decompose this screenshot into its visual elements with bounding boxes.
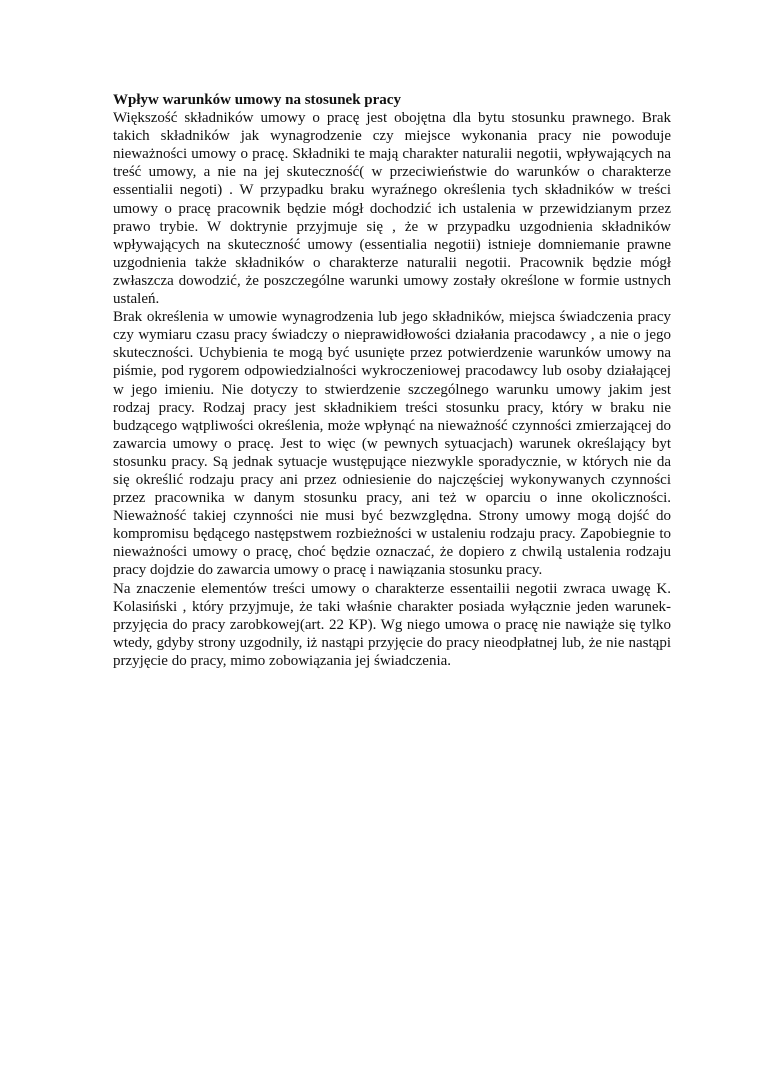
document-title: Wpływ warunków umowy na stosunek pracy [113, 92, 401, 108]
paragraph-3: Na znaczenie elementów treści umowy o charakterze essentailii negotii zwraca uwagę K. Kolasiński , który przyjmuje, że taki właśnie charakter posiada wyłącznie jeden warunek- przyjęcia do pracy zarobkowej(art. 22 KP). Wg niego umowa o pracę nie nawiąże się tylko wtedy, gdyby strony uzgodnily, iż nastąpi przyjęcie do pracy nieodpłatnej lub, że nie nastąpi przyjęcie do pracy, mimo zobowiązania jej świadczenia. [113, 580, 671, 669]
paragraph-2: Brak określenia w umowie wynagrodzenia lub jego składników, miejsca świadczenia pracy czy wymiaru czasu pracy świadczy o nieprawidłowości działania pracodawcy , a nie o jego skuteczności. Uchybienia te mogą być usunięte przez potwierdzenie warunków umowy na piśmie, pod rygorem odpowiedzialności wykroczeniowej pracodawcy lub osoby działającej w jego imieniu. Nie dotyczy to stwierdzenie szczególnego warunku umowy jakim jest rodzaj pracy. Rodzaj pracy jest składnikiem treści stosunku pracy, który w braku nie budzącego wątpliwości określenia, może wpłynąć na nieważność czynności zmierzającej do zawarcia umowy o pracę. Jest to więc (w pewnych sytuacjach) warunek określający byt stosunku pracy. Są jednak sytuacje wustępujące niezwykle sporadycznie, w których nie da się określić rodzaju pracy ani przez odniesienie do najczęściej wykonywanych czynności przez pracownika w danym stosunku pracy, ani też w oparciu o inne okoliczności. Nieważność takiej czynności nie musi być bezwzględna. Strony umowy mogą dojść do kompromisu będącego następstwem rozbieżności w ustaleniu rodzaju pracy. Zapobiegnie to nieważności umowy o pracę, choć będzie oznaczać, że dopiero z chwilą ustalenia rodzaju pracy dojdzie do zawarcia umowy o pracę i nawiązania stosunku pracy. [113, 309, 671, 579]
document-body [113, 91, 671, 670]
paragraph-1: Większość składników umowy o pracę jest obojętna dla bytu stosunku prawnego. Brak takich składników jak wynagrodzenie czy miejsce wykonania pracy nie powoduje nieważności umowy o pracę. Składniki te mają charakter naturalii negotii, wpływających na treść umowy, a nie na jej skuteczność( w przeciwieństwie do warunków o charakterze essentialii negoti) . W przypadku braku wyraźnego określenia tych składników w treści umowy o pracę pracownik będzie mógł dochodzić ich ustalenia w przewidzianym przez prawo trybie. W doktrynie przyjmuje się , że w przypadku uzgodnienia składników wpływających na skuteczność umowy (essentialia negotii) istnieje domniemanie prawne uzgodnienia także składników o charakterze naturalii negotii. Pracownik będzie mógł zwłaszcza dowodzić, że poszczególne warunki umowy zostały określone w formie ustnych ustaleń. [113, 110, 671, 308]
